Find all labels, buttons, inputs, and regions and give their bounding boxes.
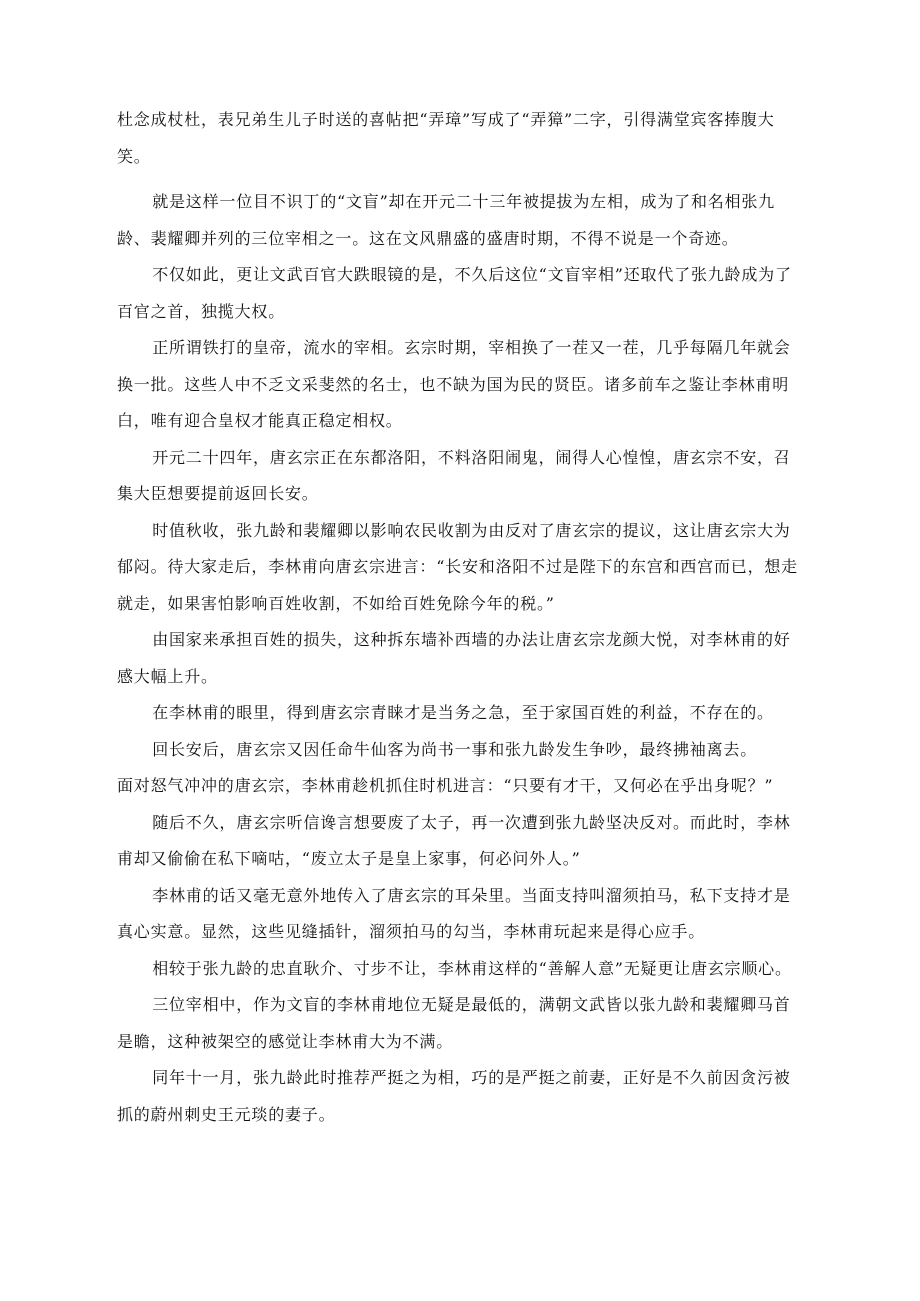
paragraph-9: 回长安后，唐玄宗又因任命牛仙客为尚书一事和张九龄发生争吵，最终拂袖离去。 <box>152 739 757 759</box>
paragraph-2: 就是这样一位目不识丁的“文盲”却在开元二十三年被提拔为左相，成为了和名相张九龄、裴耀卿并列的三位宰相之一。这在文风鼎盛的盛唐时期，不得不说是一个奇迹。 <box>117 192 775 248</box>
article-body <box>117 102 805 1133</box>
paragraph-4: 正所谓铁打的皇帝，流水的宰相。玄宗时期，宰相换了一茬又一茬，几乎每隔几年就会换一批。这些人中不乏文采斐然的名士，也不缺为国为民的贤臣。诸多前车之鉴让李林甫明白，唯有迎合皇权才能真正稳定相权。 <box>117 338 791 430</box>
paragraph-3: 不仅如此，更让文武百官大跌眼镜的是，不久后这位“文盲宰相”还取代了张九龄成为了百官之首，独揽大权。 <box>117 265 792 321</box>
paragraph-12: 李林甫的话又毫无意外地传入了唐玄宗的耳朵里。当面支持叫溜须拍马，私下支持才是真心实意。显然，这些见缝插针，溜须拍马的勾当，李林甫玩起来是得心应手。 <box>117 885 791 941</box>
paragraph-13: 相较于张九龄的忠直耿介、寸步不让，李林甫这样的“善解人意”无疑更让唐玄宗顺心。 <box>152 958 792 978</box>
paragraph-11: 随后不久，唐玄宗听信谗言想要废了太子，再一次遭到张九龄坚决反对。而此时，李林甫却又偷偷在私下嘀咕，“废立太子是皇上家事，何必问外人。” <box>117 812 791 868</box>
paragraph-5: 开元二十四年，唐玄宗正在东都洛阳，不料洛阳闹鬼，闹得人心惶惶，唐玄宗不安，召集大臣想要提前返回长安。 <box>117 447 791 503</box>
paragraph-10: 面对怒气冲冲的唐玄宗，李林甫趁机抓住时机进言：“只要有才干，又何必在乎出身呢？” <box>117 776 774 795</box>
paragraph-14: 三位宰相中，作为文盲的李林甫地位无疑是最低的，满朝文武皆以张九龄和裴耀卿马首是瞻，这种被架空的感觉让李林甫大为不满。 <box>117 995 791 1051</box>
paragraph-7: 由国家来承担百姓的损失，这种拆东墙补西墙的办法让唐玄宗龙颜大悦，对李林甫的好感大幅上升。 <box>117 630 791 686</box>
paragraph-6: 时值秋收，张九龄和裴耀卿以影响农民收割为由反对了唐玄宗的提议，这让唐玄宗大为郁闷。待大家走后，李林甫向唐玄宗进言：“长安和洛阳不过是陛下的东宫和西宫而已，想走就走，如果害怕影响百姓收割，不如给百姓免除今年的税。” <box>117 520 798 613</box>
paragraph-8: 在李林甫的眼里，得到唐玄宗青睐才是当务之急，至于家国百姓的利益，不存在的。 <box>152 703 774 722</box>
paragraph-1: 杜念成杖杜，表兄弟生儿子时送的喜帖把“弄璋”写成了“弄獐”二字，引得满堂宾客捧腹大笑。 <box>117 110 775 166</box>
paragraph-15: 同年十一月，张九龄此时推荐严挺之为相，巧的是严挺之前妻，正好是不久前因贪污被抓的蔚州刺史王元琰的妻子。 <box>117 1068 791 1124</box>
